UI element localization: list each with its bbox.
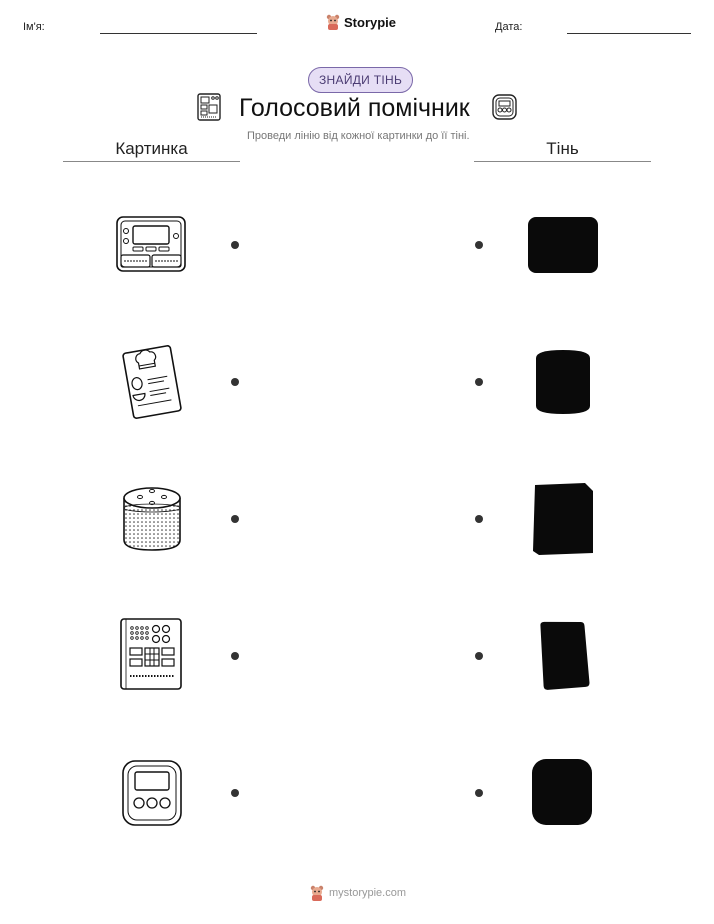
worksheet-title: Голосовий помічник [239,94,470,122]
box-shadow[interactable] [531,481,595,557]
left-dot[interactable] [231,378,239,386]
right-dot[interactable] [475,789,483,797]
footer [310,885,406,901]
left-dot[interactable] [231,241,239,249]
pager-device-icon[interactable] [114,214,188,274]
storypie-logo [326,14,396,30]
left-dot[interactable] [231,789,239,797]
kitchen-timer-icon[interactable] [120,758,184,828]
right-column-heading: Тінь [546,139,579,158]
cylinder-shadow[interactable] [534,348,592,416]
right-dot[interactable] [475,378,483,386]
left-dot[interactable] [231,515,239,523]
kitchen-timer-small-icon [491,93,518,121]
right-dot[interactable] [475,515,483,523]
right-heading-underline [474,161,651,162]
rounded-rectangle-shadow[interactable] [527,216,599,274]
tilted-card-shadow[interactable] [536,620,590,690]
instruction-text: Проведи лінію від кожної картинки до її тіні. [247,130,470,142]
left-column-heading: Картинка [115,139,188,158]
bear-logo-icon [326,14,340,30]
name-field-line[interactable] [100,33,257,34]
date-label: Дата: [495,21,523,33]
name-label: Ім'я: [23,21,45,33]
control-panel-small-icon [196,92,222,122]
left-heading-underline [63,161,240,162]
control-panel-icon[interactable] [118,616,184,692]
activity-badge: ЗНАЙДИ ТІНЬ [308,67,413,93]
bear-logo-icon [310,885,324,901]
footer-site-link[interactable]: mystorypie.com [329,887,407,899]
right-dot[interactable] [475,241,483,249]
rounded-square-shadow[interactable] [531,758,593,826]
recipe-card-icon[interactable] [120,345,184,419]
date-field-line[interactable] [567,33,691,34]
logo-text: Storypie [344,14,397,30]
left-dot[interactable] [231,652,239,660]
smart-speaker-icon[interactable] [120,484,184,554]
right-dot[interactable] [475,652,483,660]
